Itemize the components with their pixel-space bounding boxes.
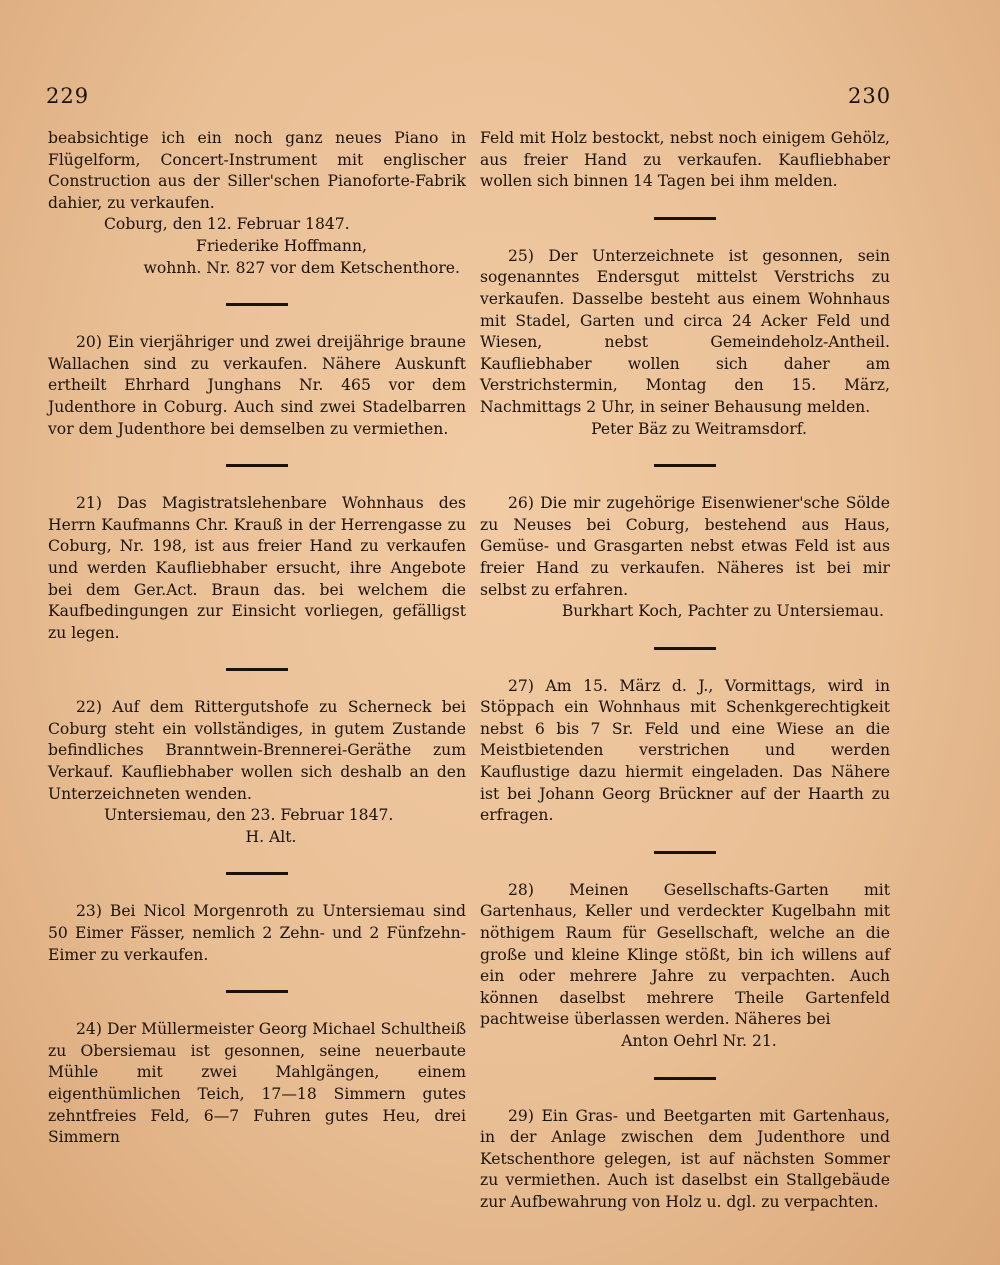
notice-text: 24) Der Müllermeister Georg Michael Schultheiß zu Obersiemau ist gesonnen, seine neuerbaute Mühle mit zwei Mahlgängen, einem eigenthümlichen Teich, 17—18 Simmern gutes zehntfreies Feld, 6—7 Fuhren gutes Heu, drei Simmern [48, 1020, 466, 1147]
left-column [48, 128, 466, 1149]
notice-date: Untersiemau, den 23. Februar 1847. [104, 806, 394, 825]
notice-21 [48, 493, 466, 644]
notice-text: 26) Die mir zugehörige Eisenwiener'sche Sölde zu Neuses bei Coburg, bestehend aus Haus, Gemüse- und Grasgarten nebst etwas Feld ist aus freier Hand zu verkaufen. Näheres ist bei mir selbst zu erfahren. [480, 494, 890, 599]
page-number-right: 230 [848, 84, 892, 108]
notice-25 [480, 246, 890, 440]
notice-signature: Anton Oehrl Nr. 21. [621, 1032, 777, 1050]
notice-text: 22) Auf dem Rittergutshofe zu Scherneck bei Coburg steht ein vollständiges, in gutem Zustande befindliches Branntwein-Brennerei-Geräthe zum Verkauf. Kaufliebhaber wollen sich deshalb an den Unterzeichneten wenden. [48, 698, 466, 803]
separator-rule [226, 464, 288, 467]
notice-text: 28) Meinen Gesellschafts-Garten mit Gartenhaus, Keller und verdeckter Kugelbahn mit nöthigem Raum für Gesellschaft, welche an die große und kleine Klinge stößt, bin ich willens auf ein oder mehrere Jahre zu verpachten. Auch können daselbst mehrere Theile Gartenfeld pachtweise überlassen werden. Näheres bei [480, 880, 890, 1029]
notice-text: 21) Das Magistratslehenbare Wohnhaus des Herrn Kaufmanns Chr. Krauß in der Herrengasse zu Coburg, Nr. 198, ist aus freier Hand zu verkaufen und werden Kaufliebhaber ersucht, ihre Angebote bei dem Ger.Act. Braun das. bei welchem die Kaufbedingungen zur Einsicht vorliegen, gefälligst zu legen. [48, 494, 466, 642]
notice-signature: Peter Bäz zu Weitramsdorf. [591, 419, 807, 438]
notice-26 [480, 493, 890, 623]
separator-rule [654, 647, 716, 650]
notice-text: 27) Am 15. März d. J., Vormittags, wird in Stöppach ein Wohnhaus mit Schenkgerechtigkeit nebst 6 bis 7 Sr. Feld und eine Wiese an die Meistbietenden verstrichen und werden Kauflustige dazu hiermit eingeladen. Das Nähere ist bei Johann Georg Brückner auf der Haarth zu erfragen. [480, 676, 890, 825]
notice-text: 29) Ein Gras- und Beetgarten mit Gartenhaus, in der Anlage zwischen dem Judenthore und Ketschenthore gelegen, ist auf nächsten Sommer zu vermiethen. Auch ist daselbst ein Stallgebäude zur Aufbewahrung von Holz u. dgl. zu verpachten. [480, 1106, 890, 1211]
notice-text: Feld mit Holz bestockt, nebst noch einigem Gehölz, aus freier Hand zu verkaufen. Kaufliebhaber wollen sich binnen 14 Tagen bei ihm melden. [480, 129, 890, 191]
notice-signature: Burkhart Koch, Pachter zu Untersiemau. [561, 602, 884, 621]
notice-22 [48, 697, 466, 848]
separator-rule [654, 851, 716, 854]
notice-date: Coburg, den 12. Februar 1847. [104, 215, 350, 234]
right-column [480, 128, 890, 1214]
notice-text: 20) Ein vierjähriger und zwei dreijährige braune Wallachen sind zu verkaufen. Nähere Auskunft ertheilt Ehrhard Junghans Nr. 465 vor dem Judenthore in Coburg. Auch sind zwei Stadelbarren vor dem Judenthore bei demselben zu vermiethen. [48, 333, 466, 438]
notice-text: 23) Bei Nicol Morgenroth zu Untersiemau sind 50 Eimer Fässer, nemlich 2 Zehn- und 2 Fünfzehn-Eimer zu verkaufen. [48, 902, 466, 964]
separator-rule [654, 464, 716, 467]
notice-19-continued [48, 128, 466, 279]
notice-text: 25) Der Unterzeichnete ist gesonnen, sein sogenanntes Endersgut mittelst Verstrichs zu verkaufen. Dasselbe besteht aus einem Wohnhaus mit Stadel, Garten und circa 24 Acker Feld und Wiesen, nebst Gemeindeholz-Antheil. Kaufliebhaber wollen sich daher am Verstrichstermin, Montag den 15. März, Nachmittags 2 Uhr, in seiner Behausung melden. [480, 246, 890, 416]
notice-23 [48, 901, 466, 966]
separator-rule [226, 668, 288, 671]
notice-29 [480, 1106, 890, 1214]
notice-text: beabsichtige ich ein noch ganz neues Piano in Flügelform, Concert-Instrument mit englischer Construction aus der Siller'schen Pianoforte-Fabrik dahier, zu verkaufen. [48, 129, 466, 212]
separator-rule [654, 217, 716, 220]
separator-rule [226, 872, 288, 875]
notice-address: wohnh. Nr. 827 vor dem Ketschenthore. [143, 258, 460, 277]
notice-signature: H. Alt. [245, 827, 297, 846]
notice-24 [48, 1019, 466, 1149]
notice-28 [480, 880, 890, 1053]
notice-27 [480, 676, 890, 827]
separator-rule [654, 1077, 716, 1080]
notice-20 [48, 332, 466, 440]
separator-rule [226, 990, 288, 993]
notice-24-continued [480, 128, 890, 193]
separator-rule [226, 303, 288, 306]
page-number-left: 229 [46, 84, 90, 108]
notice-signature: Friederike Hoffmann, [196, 236, 367, 255]
